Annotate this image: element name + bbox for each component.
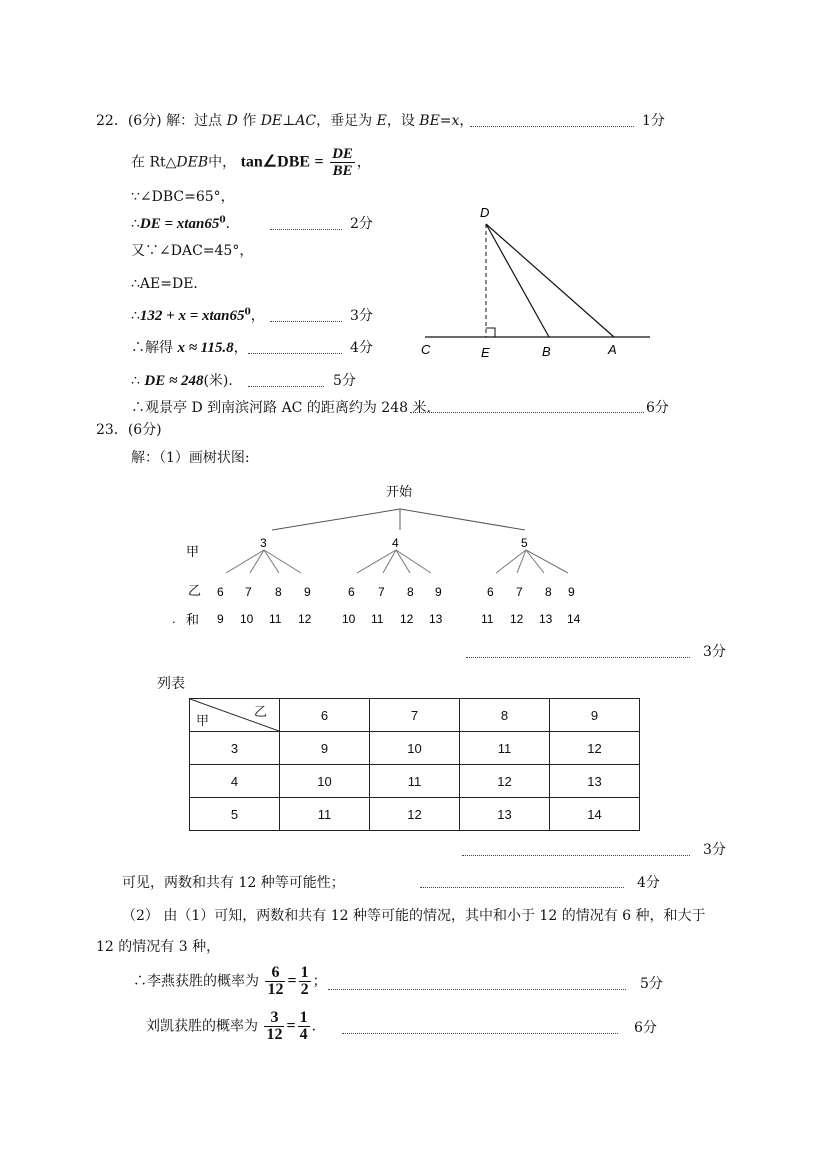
score-6: 6分: [646, 400, 669, 416]
be-equals-x: BE=x: [419, 113, 460, 129]
perpendicular-expr: DE⊥AC: [260, 113, 317, 129]
score-table: 3分: [703, 842, 726, 858]
q22-line3: ∵∠DBC=65°，: [131, 189, 235, 205]
rt-triangle-prefix: 在 Rt△: [131, 154, 177, 171]
score-5b: 5分: [640, 976, 663, 992]
table-cell: 13: [460, 798, 550, 831]
q23-part2-line2: 12 的情况有 3 种，: [96, 939, 221, 955]
tree-edge: [264, 550, 279, 573]
fraction-numerator: DE: [332, 146, 353, 162]
line-db: [486, 224, 549, 337]
tree-edge: [396, 550, 431, 573]
comma: ，: [459, 113, 474, 129]
table-row: [190, 765, 640, 798]
fraction-1-2: [299, 965, 311, 998]
sum-node: 11: [481, 612, 494, 626]
score-3: 3分: [350, 308, 373, 324]
unit-meter: (米)．: [203, 373, 243, 389]
table-cell: 12: [550, 732, 640, 765]
stray-dot: .: [172, 611, 176, 626]
table-col-header: 7: [370, 699, 460, 732]
score-2: 2分: [350, 216, 373, 232]
sum-node: 14: [567, 612, 581, 626]
tree-edge: [272, 509, 400, 530]
table-cell: 11: [370, 765, 460, 798]
dotted-leader: [420, 887, 624, 888]
degree-sup: 0: [219, 215, 226, 226]
text-in: 中，: [208, 154, 237, 171]
sum-node: 12: [400, 612, 414, 626]
sum-table: [189, 698, 640, 831]
table-row: [190, 798, 640, 831]
row-label-he: 和: [186, 612, 200, 627]
fraction-denominator: BE: [332, 163, 353, 179]
tree-edge: [400, 509, 525, 530]
q22-line6: ∴AE=DE．: [131, 276, 208, 292]
sum-node: 9: [217, 612, 224, 626]
yi-node: 6: [217, 585, 224, 599]
yi-node: 8: [407, 585, 414, 599]
jia-node-3: 3: [260, 536, 267, 550]
q23-intro: 解：（1）画树状图:: [131, 450, 250, 466]
de-expression: DE = xtan65: [139, 216, 220, 232]
score-5: 5分: [333, 373, 356, 389]
table-corner-cell: [190, 699, 280, 732]
tree-diagram: [0, 470, 827, 640]
jia-node-5: 5: [521, 536, 528, 550]
dotted-leader: [342, 1033, 618, 1034]
yi-node: 6: [487, 585, 494, 599]
text-let: ，设: [386, 113, 415, 129]
fig-label-c: C: [421, 342, 431, 357]
tree-edge: [396, 550, 410, 573]
sum-node: 10: [240, 612, 254, 626]
yi-node: 7: [378, 585, 385, 599]
fraction-1-4: [298, 1010, 310, 1043]
yi-node: 8: [275, 585, 282, 599]
comma: ，: [250, 308, 265, 324]
sum-node: 11: [269, 612, 282, 626]
score-1: 1分: [642, 113, 665, 129]
table-col-header: 9: [550, 699, 640, 732]
fraction-numerator: 3: [264, 1010, 284, 1027]
geometry-figure: [0, 0, 827, 420]
yi-node: 9: [568, 585, 575, 599]
equals-sign: =: [287, 972, 297, 990]
corner-label-yi: 乙: [253, 704, 267, 719]
semicolon: ；: [312, 973, 327, 990]
period: ．: [225, 216, 240, 232]
therefore-sign: ∴: [131, 216, 140, 232]
fraction-numerator: 1: [300, 964, 309, 981]
text-zuo: 作: [242, 113, 257, 129]
yi-node: 8: [545, 585, 552, 599]
table-cell: 12: [460, 765, 550, 798]
tree-edge: [264, 550, 301, 573]
fraction-numerator: 1: [299, 1009, 308, 1026]
fraction-6-12: [265, 965, 285, 998]
corner-label-jia: 甲: [196, 713, 210, 728]
fraction-denominator: 2: [300, 981, 309, 998]
table-cell: 11: [280, 798, 370, 831]
row-label-jia: 甲: [186, 544, 200, 559]
point-d-label: D: [226, 113, 238, 129]
sum-node: 12: [298, 612, 312, 626]
fig-label-d: D: [480, 205, 490, 220]
table-header-row: [190, 699, 640, 732]
solve-prefix: ∴解得: [131, 340, 173, 356]
degree-sup: 0: [244, 307, 251, 318]
table-title: 列表: [157, 676, 185, 692]
score-tree: 3分: [703, 644, 726, 660]
q22-conclusion: ∴观景亭 D 到南滨河路 AC 的距离约为 248 米．: [131, 400, 441, 416]
row-label-yi: 乙: [188, 583, 202, 598]
sum-node: 13: [539, 612, 553, 626]
triangle-deb: DEB: [176, 154, 209, 171]
dotted-leader: [466, 657, 690, 658]
comma: ，: [356, 154, 371, 171]
text-foot: ，垂足为: [316, 113, 373, 129]
equation-expr: 132 + x = xtan65: [139, 308, 245, 324]
table-col-header: 6: [280, 699, 370, 732]
table-cell: 12: [370, 798, 460, 831]
prob-line-2: [146, 1010, 326, 1043]
de-approx-expr: DE ≈ 248: [144, 373, 204, 389]
table-cell: 9: [280, 732, 370, 765]
tree-edge: [357, 550, 396, 573]
therefore-sign: ∴: [131, 308, 140, 324]
yi-node: 7: [516, 585, 523, 599]
dotted-leader: [462, 855, 690, 856]
comma: ，: [233, 340, 248, 356]
sum-node: 13: [429, 612, 443, 626]
q23-part2-line1: （2） 由（1）可知，两数和共有 12 种等可能的情况，其中和小于 12 的情况有 6 种，和大于: [122, 908, 706, 924]
yi-node: 7: [245, 585, 252, 599]
q22-header: 22．(6分) 解：过点: [96, 113, 223, 129]
table-row-header: 4: [190, 765, 280, 798]
jia-node-4: 4: [392, 536, 399, 550]
table-row-header: 3: [190, 732, 280, 765]
fraction-denominator: 4: [299, 1026, 308, 1043]
table-cell: 10: [370, 732, 460, 765]
q23-conclusion: 可见，两数和共有 12 种等可能性；: [122, 875, 345, 891]
equals-sign: =: [286, 1017, 296, 1035]
tree-edge: [526, 550, 544, 573]
yi-node: 9: [435, 585, 442, 599]
therefore-sign: ∴: [131, 373, 140, 389]
fraction-denominator: 12: [266, 1026, 283, 1043]
fraction-numerator: 6: [265, 965, 285, 982]
sum-node: 11: [371, 612, 384, 626]
fraction-3-12: [264, 1010, 284, 1043]
period: ．: [311, 1018, 326, 1035]
yi-node: 6: [348, 585, 355, 599]
score-6b: 6分: [634, 1020, 657, 1036]
right-angle-mark: [486, 328, 495, 337]
table-row: [190, 732, 640, 765]
sum-node: 12: [510, 612, 524, 626]
score-4b: 4分: [637, 875, 660, 891]
fig-label-b: B: [542, 344, 551, 359]
tree-edge: [226, 550, 264, 573]
tree-edge: [526, 550, 568, 573]
tan-dbe-label: tan∠DBE: [240, 153, 311, 171]
yi-node: 9: [304, 585, 311, 599]
equals-sign: =: [314, 153, 324, 171]
fig-label-a: A: [608, 342, 617, 357]
table-cell: 11: [460, 732, 550, 765]
score-4: 4分: [350, 340, 373, 356]
table-cell: 14: [550, 798, 640, 831]
x-approx-expr: x ≈ 115.8: [177, 340, 234, 356]
prob1-prefix: ∴李燕获胜的概率为: [133, 973, 259, 990]
table-cell: 13: [550, 765, 640, 798]
fig-label-e: E: [481, 345, 490, 360]
point-e-label: E: [376, 113, 387, 129]
q23-header: 23．(6分): [96, 422, 162, 438]
table-cell: 10: [280, 765, 370, 798]
prob-line-1: [133, 965, 327, 998]
sum-node: 10: [342, 612, 356, 626]
q22-line5: 又∵∠DAC=45°，: [131, 243, 254, 259]
line-da: [486, 224, 614, 337]
tree-root: 开始: [386, 484, 413, 499]
table-col-header: 8: [460, 699, 550, 732]
table-row-header: 5: [190, 798, 280, 831]
tree-edge: [250, 550, 264, 573]
dotted-leader: [328, 989, 626, 990]
fraction-denominator: 12: [267, 981, 284, 998]
prob2-prefix: 刘凯获胜的概率为: [146, 1018, 258, 1035]
